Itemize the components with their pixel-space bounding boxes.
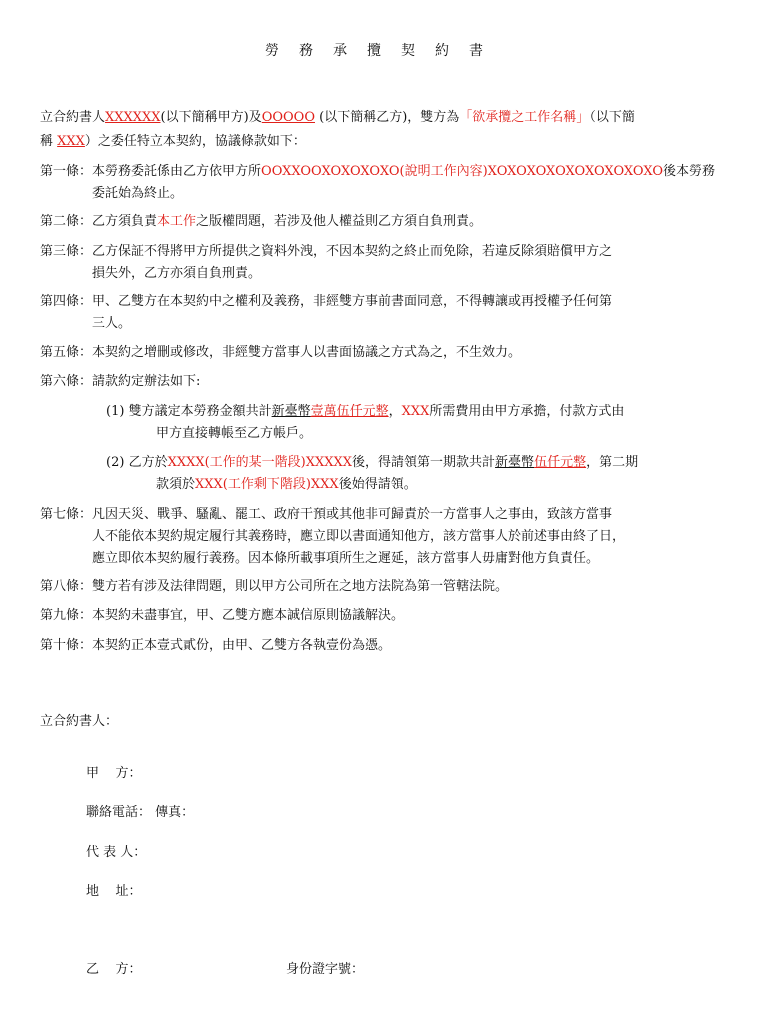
article-7-cont-1: 人不能依本契約規定履行其義務時，應立即以書面通知他方，該方當事人於前述事由終了日， (92, 529, 626, 544)
representative-label: 代 表 人： (86, 845, 147, 860)
article-3-cont: 損失外，乙方亦須自負刑責。 (92, 266, 262, 281)
id-number-label: 身份證字號： (286, 962, 365, 977)
party-b-label: 乙 方： (86, 962, 142, 977)
article-9: 第九條：本契約未盡事宜，甲、乙雙方應本誠信原則協議解決。 (40, 608, 405, 623)
article-7-cont-2: 應立即依本契約履行義務。因本條所載事項所生之遲延，該方當事人毋庸對他方負責任。 (92, 551, 600, 566)
article-6-item-2-cont: 款須於XXX(工作剩下階段)XXX後始得請領。 (156, 477, 417, 492)
work-name: 欲承攬之工作名稱 (472, 110, 577, 125)
article-6-item-1: (1) 雙方議定本勞務金額共計新臺幣壹萬伍仟元整，XXX所需費用由甲方承擔，付款方式由 (106, 404, 625, 419)
article-1-cont: 委託始為終止。 (92, 186, 184, 201)
article-4-cont: 三人。 (92, 316, 132, 331)
intro-line-2: 稱 XXX）之委任特立本契約，協議條款如下： (40, 134, 306, 149)
signatories-heading: 立合約書人： (40, 714, 119, 729)
intro-line-1: 立合約書人XXXXXX(以下簡稱甲方)及OOOOO (以下簡稱乙方)，雙方為「欲承攬之工作名稱」（以下簡 (40, 110, 635, 125)
party-a-name: XXXXXX (105, 110, 161, 125)
article-5: 第五條：本契約之增刪或修改，非經雙方當事人以書面協議之方式為之，不生效力。 (40, 345, 522, 360)
article-7: 第七條：凡因天災、戰爭、騷亂、罷工、政府干預或其他非可歸責於一方當事人之事由，致該方當事 (40, 507, 613, 522)
article-8: 第八條：雙方若有涉及法律問題，則以甲方公司所在之地方法院為第一管轄法院。 (40, 579, 509, 594)
document-title: 勞務承攬契約書 (265, 43, 503, 59)
party-a-label: 甲 方： (86, 766, 142, 781)
article-4: 第四條：甲、乙雙方在本契約中之權利及義務，非經雙方事前書面同意，不得轉讓或再授權予任何第 (40, 294, 613, 309)
article-6: 第六條：請款約定辦法如下: (40, 374, 201, 389)
party-b-name: OOOOO (261, 110, 315, 125)
article-3: 第三條：乙方保証不得將甲方所提供之資料外洩，不因本契約之終止而免除，若違反除須賠償甲方之 (40, 244, 613, 259)
phone-label: 聯絡電話： (86, 805, 152, 820)
fax-label: 傳真： (155, 805, 195, 820)
article-1: 第一條：本勞務委託係由乙方依甲方所OOXXOOXOXOXOXO(說明工作內容)XOXOXOXOXOXOXOXOXO後本勞務 (40, 164, 716, 179)
article-6-item-2: (2) 乙方於XXXX(工作的某一階段)XXXXX後，得請領第一期款共計新臺幣伍仟元整，第二期 (106, 455, 639, 470)
address-label: 地 址： (86, 884, 142, 899)
article-6-item-1-cont: 甲方直接轉帳至乙方帳戶。 (156, 426, 313, 441)
article-10: 第十條：本契約正本壹式貳份，由甲、乙雙方各執壹份為憑。 (40, 638, 392, 653)
phone-fax-row (86, 801, 194, 825)
article-2: 第二條：乙方須負責本工作之版權問題，若涉及他人權益則乙方須自負刑責。 (40, 214, 483, 229)
